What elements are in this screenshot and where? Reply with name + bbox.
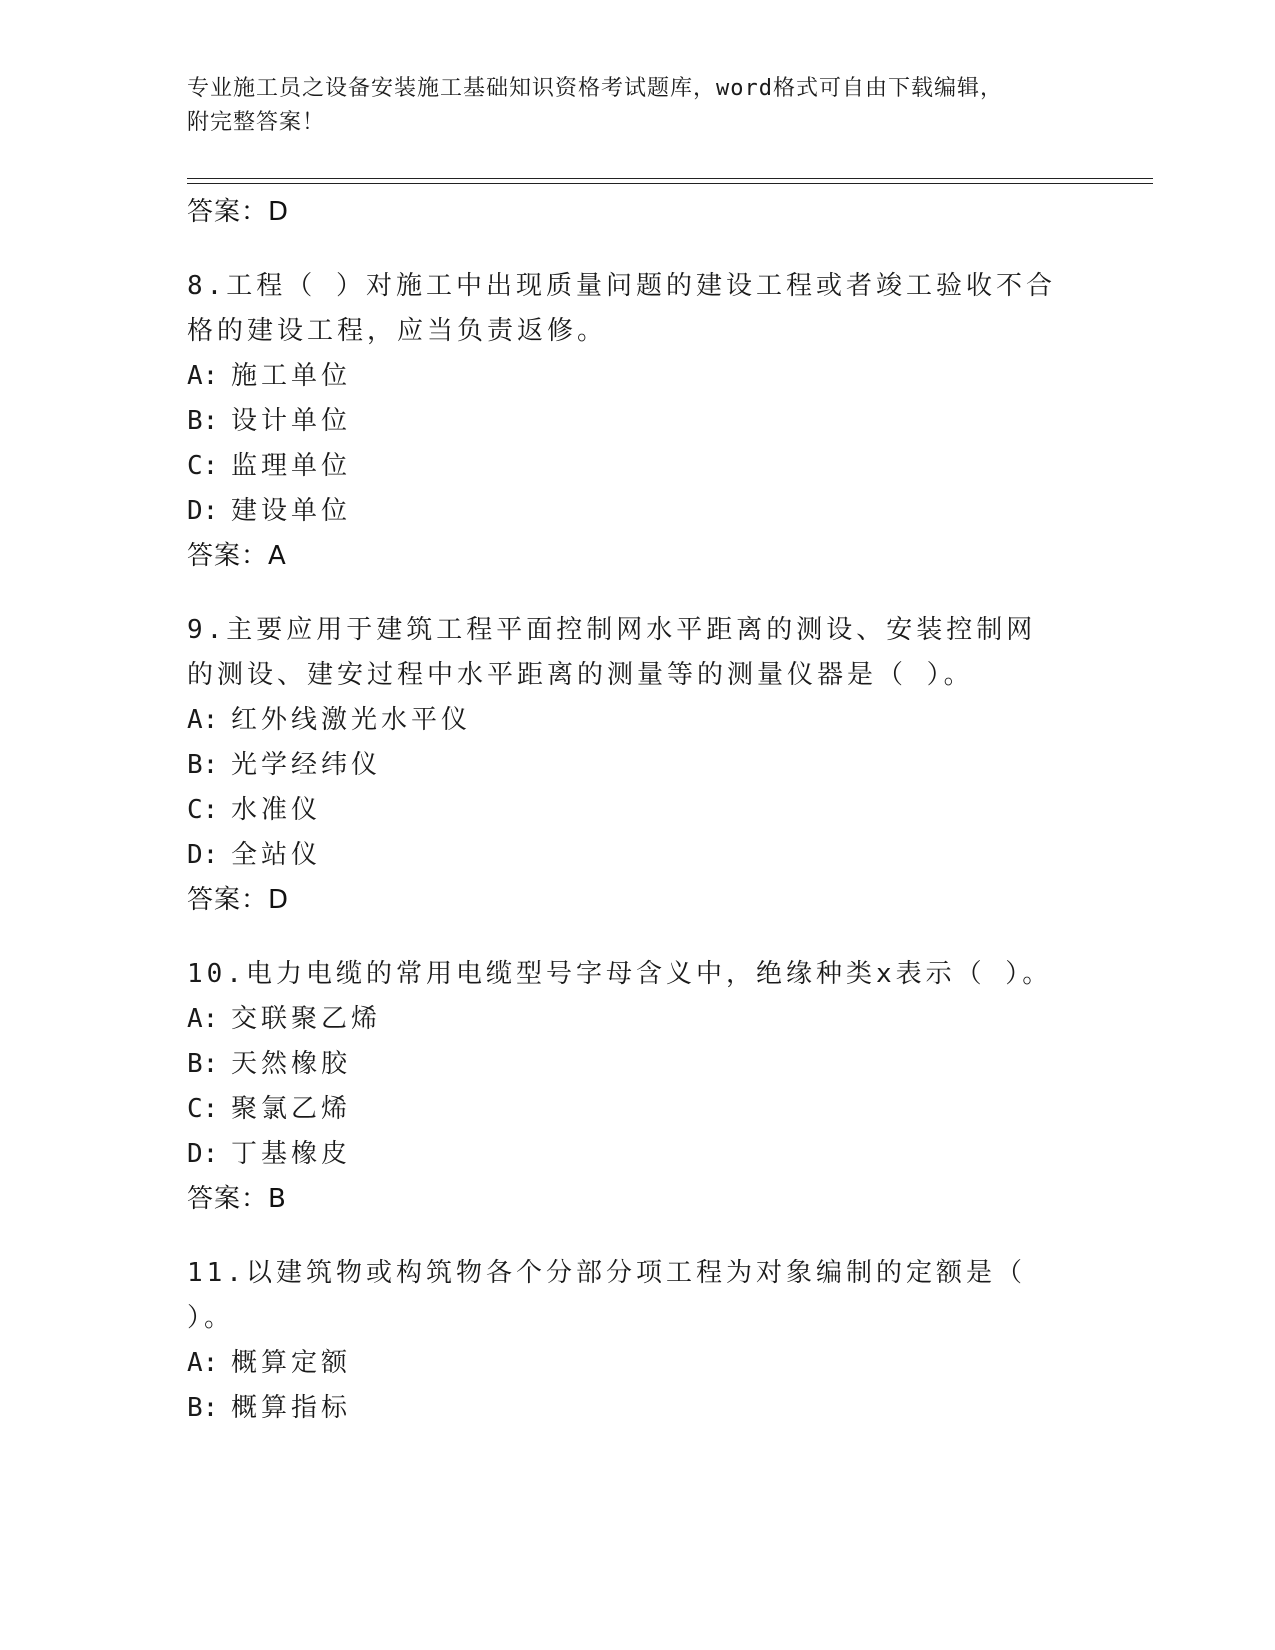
question-block [187,264,1087,578]
header-line-2: 附完整答案！ [187,110,326,135]
option-b [187,1042,1087,1087]
option-key: D: [187,496,219,526]
option-d [187,833,1087,878]
option-text: 水准仪 [231,795,322,825]
option-a [187,698,1087,743]
question-text: 8.工程（ ）对施工中出现质量问题的建设工程或者竣工验收不合格的建设工程，应当负责返修。 [187,271,1056,346]
option-text: 设计单位 [231,406,352,436]
option-key: A: [187,1004,219,1034]
header-divider-top [187,178,1153,179]
option-text: 丁基橡皮 [231,1139,352,1169]
document-header [187,72,1087,140]
option-key: B: [187,406,219,436]
answer-line: 答案：D [187,885,290,915]
option-c [187,444,1087,489]
header-divider-bottom [187,183,1153,184]
option-text: 监理单位 [231,451,352,481]
option-text: 红外线激光水平仪 [231,705,472,735]
option-text: 聚氯乙烯 [231,1094,352,1124]
option-b [187,399,1087,444]
option-key: D: [187,1139,219,1169]
option-key: A: [187,361,219,391]
option-text: 天然橡胶 [231,1049,352,1079]
option-a [187,997,1087,1042]
option-key: B: [187,1393,219,1423]
option-key: C: [187,1094,219,1124]
question-block [187,952,1087,1221]
option-key: A: [187,705,219,735]
question-text: 11.以建筑物或构筑物各个分部分项工程为对象编制的定额是（ ）。 [187,1258,1026,1333]
answer-line: 答案：A [187,541,287,571]
answer-line: 答案：D [187,197,290,227]
option-d [187,1132,1087,1177]
option-b [187,743,1087,788]
option-text: 概算定额 [231,1348,352,1378]
question-list [187,190,1087,1431]
option-c [187,788,1087,833]
option-key: A: [187,1348,219,1378]
question-text: 9.主要应用于建筑工程平面控制网水平距离的测设、安装控制网的测设、建安过程中水平距离的测量等的测量仪器是（ ）。 [187,615,1037,690]
option-a [187,354,1087,399]
option-key: B: [187,750,219,780]
question-block [187,1251,1087,1431]
option-text: 光学经纬仪 [231,750,382,780]
header-line-1: 专业施工员之设备安装施工基础知识资格考试题库，word格式可自由下载编辑， [187,76,1003,101]
option-text: 交联聚乙烯 [231,1004,382,1034]
answer-line: 答案：B [187,1184,287,1214]
option-text: 建设单位 [231,496,352,526]
question-text: 10.电力电缆的常用电缆型号字母含义中，绝缘种类x表示（ ）。 [187,959,1053,989]
option-d [187,489,1087,534]
option-key: D: [187,840,219,870]
option-text: 概算指标 [231,1393,352,1423]
question-block [187,608,1087,922]
option-text: 全站仪 [231,840,322,870]
option-key: C: [187,795,219,825]
option-text: 施工单位 [231,361,352,391]
option-key: C: [187,451,219,481]
option-c [187,1087,1087,1132]
option-b [187,1386,1087,1431]
option-key: B: [187,1049,219,1079]
option-a [187,1341,1087,1386]
